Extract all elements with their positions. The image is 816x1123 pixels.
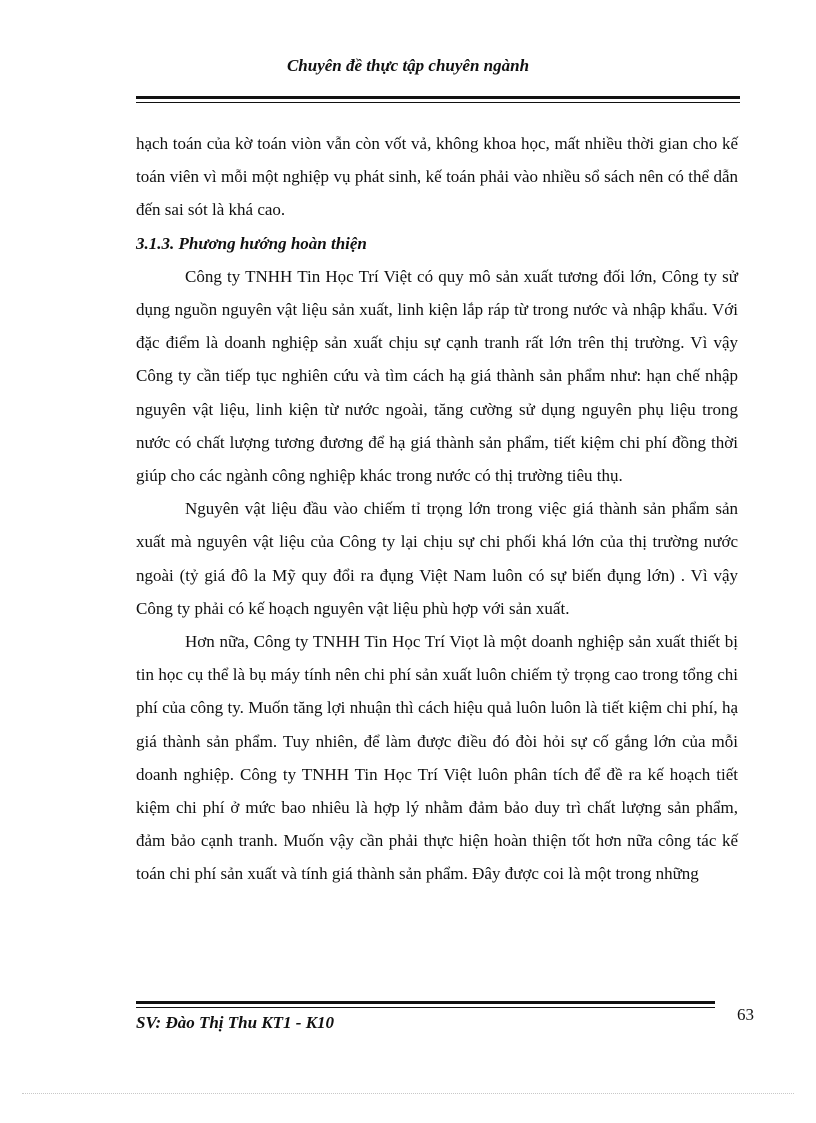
footer-rule-thick [136, 1001, 715, 1004]
header-title: Chuyên đề thực tập chuyên ngành [286, 56, 530, 75]
header-rule-thin [136, 102, 740, 103]
paragraph: Công ty TNHH Tin Học Trí Việt có quy mô sản xuất tương đối lớn, Công ty sử dụng nguồn nguyên vật liệu sản xuất, linh kiện lắp ráp từ trong nước và nhập khẩu. Với đặc điểm là doanh nghiệp sản xuất chịu sự cạnh tranh rất lớn trên thị trường. Vì vậy Công ty cần tiếp tục nghiên cứu và tìm cách hạ giá thành sản phẩm như: hạn chế nhập nguyên vật liệu, linh kiện từ nước ngoài, tăng cường sử dụng nguyên phụ liệu trong nước có chất lượng tương đương để hạ giá thành sản phẩm, tiết kiệm chi phí đồng thời giúp cho các ngành công nghiệp khác trong nước có thị trường tiêu thụ. [136, 266, 738, 486]
paragraph-continued: hạch toán của kờ toán viòn vẫn còn vốt vả, không khoa học, mất nhiều thời gian cho kế toán viên vì mỗi một nghiệp vụ phát sinh, kế toán phải vào nhiều sổ sách nên có thể dẫn đến sai sót là khá cao. [136, 134, 738, 220]
section-heading: 3.1.3. Phương hướng hoàn thiện [136, 233, 367, 253]
page-edge-dotted-line [22, 1093, 794, 1094]
footer-author: SV: Đào Thị Thu KT1 - K10 [136, 1013, 335, 1032]
document-body [136, 127, 738, 891]
page-number: 63 [737, 1005, 754, 1024]
paragraph: Nguyên vật liệu đầu vào chiếm tỉ trọng lớn trong việc giá thành sản phẩm sản xuất mà nguyên vật liệu của Công ty lại chịu sự chi phối khá lớn của thị trường nước ngoài (tỷ giá đô la Mỹ quy đổi ra đụng Việt Nam luôn có sự biến đụng lớn) . Vì vậy Công ty phải có kế hoạch nguyên vật liệu phù hợp với sản xuất. [136, 499, 738, 618]
paragraph: Hơn nữa, Công ty TNHH Tin Học Trí Viọt là một doanh nghiệp sản xuất thiết bị tin học cụ thể là bụ máy tính nên chi phí sản xuất luôn chiếm tỷ trọng cao trong tổng chi phí của công ty. Muốn tăng lợi nhuận thì cách hiệu quả luôn luôn là tiết kiệm chi phí, hạ giá thành sản phẩm. Tuy nhiên, để làm được điều đó đòi hỏi sự cố gắng lớn của mỗi doanh nghiệp. Công ty TNHH Tin Học Trí Việt luôn phân tích để đề ra kế hoạch tiết kiệm chi phí ở mức bao nhiêu là hợp lý nhằm đảm bảo duy trì chất lượng sản phẩm, đảm bảo cạnh tranh. Muốn vậy cần phải thực hiện hoàn thiện tốt hơn nữa công tác kế toán chi phí sản xuất và tính giá thành sản phẩm. Đây được coi là một trong những [136, 632, 738, 884]
header-rule-thick [136, 96, 740, 99]
footer-rule-thin [136, 1007, 715, 1008]
